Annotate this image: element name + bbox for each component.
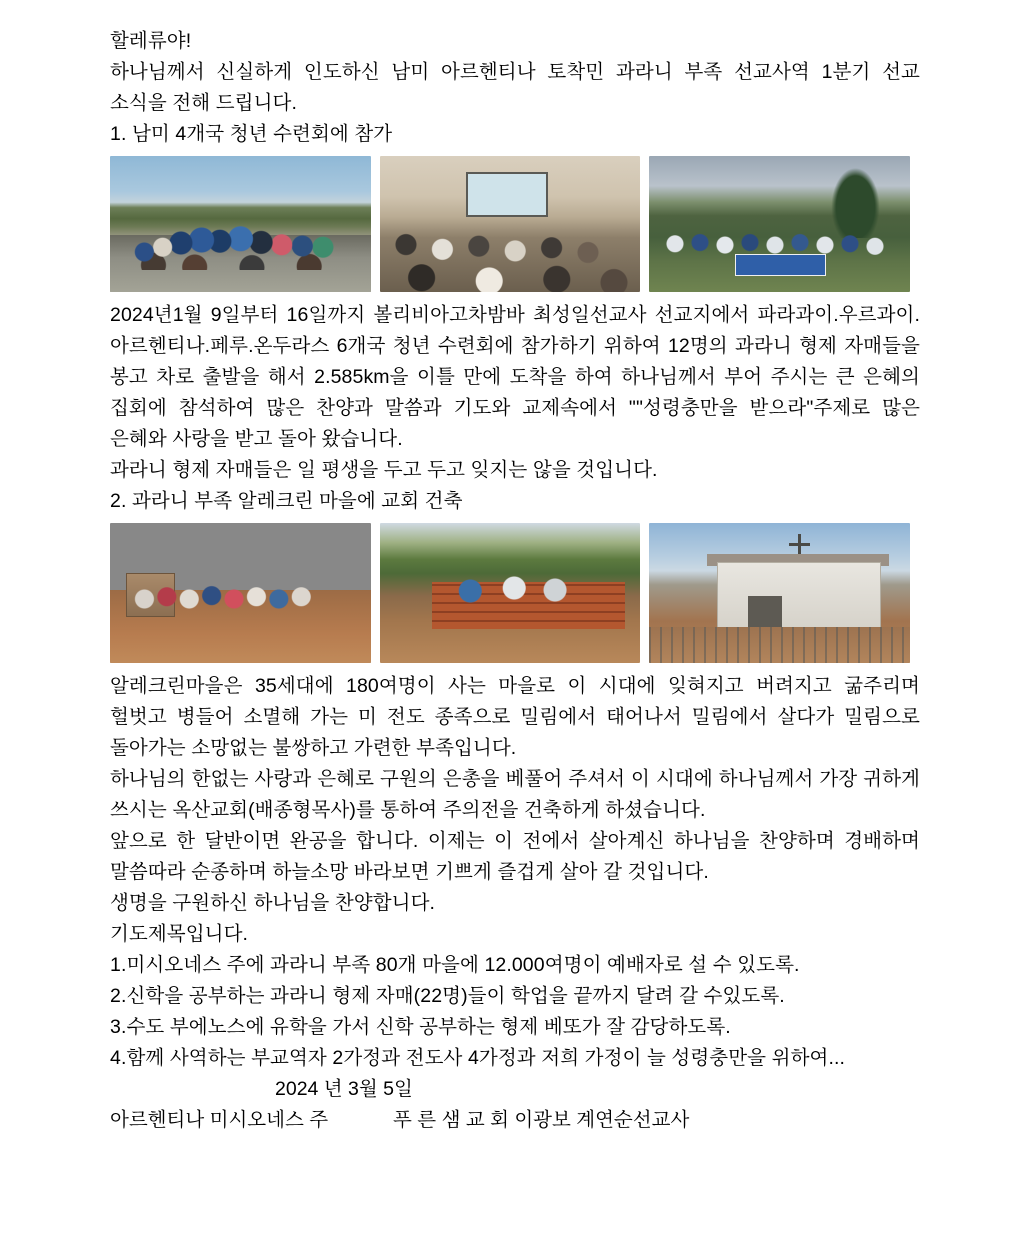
retreat-banner	[735, 254, 826, 276]
section-2-heading: 2. 과라니 부족 알레크린 마을에 교회 건축	[110, 490, 463, 512]
photo-row-2	[110, 523, 910, 663]
greeting-line: 할레류야!	[110, 30, 192, 52]
prayer-item-4: 4.함께 사역하는 부교역자 2가정과 전도사 4가정과 저희 가정이 늘 성령충만을 위하여...	[110, 1047, 846, 1069]
prayer-item-3: 3.수도 부에노스에 유학을 가서 신학 공부하는 형제 베또가 잘 감당하도록.	[110, 1016, 731, 1038]
intro-paragraph: 하나님께서 신실하게 인도하신 남미 아르헨티나 토착민 과라니 부족 선교사역 1분기 선교 소식을 전해 드립니다.	[110, 61, 920, 114]
section-2-body-2: 하나님의 한없는 사랑과 은혜로 구원의 은총을 베풀어 주셔서 이 시대에 하나님께서 가장 귀하게 쓰시는 옥산교회(배종형목사)를 통하여 주의전을 건축하게 하셨습니다.	[110, 768, 920, 821]
village-shed	[126, 573, 175, 617]
photo-youth-retreat-indoor-meeting	[380, 156, 641, 292]
date-line: 2024 년 3월 5일	[275, 1078, 413, 1100]
photo-completed-church-building	[649, 523, 910, 663]
church-fence	[649, 627, 910, 663]
section-1-body-1: 2024년1월 9일부터 16일까지 볼리비아고차밤바 최성일선교사 선교지에서 파라과이.우르과이.아르헨티나.페루.온두라스 6개국 청년 수련회에 참가하기 위하여 12명의 과라니 형제 자매들을 봉고 차로 출발을 해서 2.585km을 이틀 만에 도착을 하여 하나님께서 부어 주시는 큰 은혜의 집회에 참석하여 많은 찬양과 말씀과 기도와 교제속에서 ""성령충만을 받으라"주제로 많은 은혜와 사랑을 받고 돌아 왔습니다.	[110, 304, 920, 450]
section-2-body-3: 앞으로 한 달반이면 완공을 합니다. 이제는 이 전에서 살아계신 하나님을 찬양하며 경배하며 말씀따라 순종하며 하늘소망 바라보면 기쁘게 즐겁게 살아 갈 것입니다.	[110, 830, 920, 883]
photo-alecrin-village-people	[110, 523, 371, 663]
prayer-heading: 기도제목입니다.	[110, 923, 249, 945]
prayer-item-1: 1.미시오네스 주에 과라니 부족 80개 마을에 12.000여명이 예배자로 설 수 있도록.	[110, 954, 800, 976]
section-2-body-1: 알레크린마을은 35세대에 180여명이 사는 마을로 이 시대에 잊혀지고 버려지고 굶주리며 헐벗고 병들어 소멸해 가는 미 전도 종족으로 밀림에서 태어나서 밀림에서 살다가 밀림으로 돌아가는 소망없는 불쌍하고 가련한 부족입니다.	[110, 675, 920, 759]
photo-row-1	[110, 156, 910, 292]
prayer-item-2: 2.신학을 공부하는 과라니 형제 자매(22명)들이 학업을 끝까지 달려 갈 수있도록.	[110, 985, 785, 1007]
photo-youth-retreat-group-road	[110, 156, 371, 292]
section-2-body-4: 생명을 구원하신 하나님을 찬양합니다.	[110, 892, 436, 914]
section-1-body-2: 과라니 형제 자매들은 일 평생을 두고 두고 잊지는 않을 것입니다.	[110, 459, 658, 481]
signature-line: 아르헨티나 미시오네스 주 푸 른 샘 교 회 이광보 계연순선교사	[110, 1109, 690, 1131]
photo-youth-retreat-group-banner	[649, 156, 910, 292]
section-1-heading: 1. 남미 4개국 청년 수련회에 참가	[110, 123, 393, 145]
photo-church-construction-brick-wall	[380, 523, 641, 663]
